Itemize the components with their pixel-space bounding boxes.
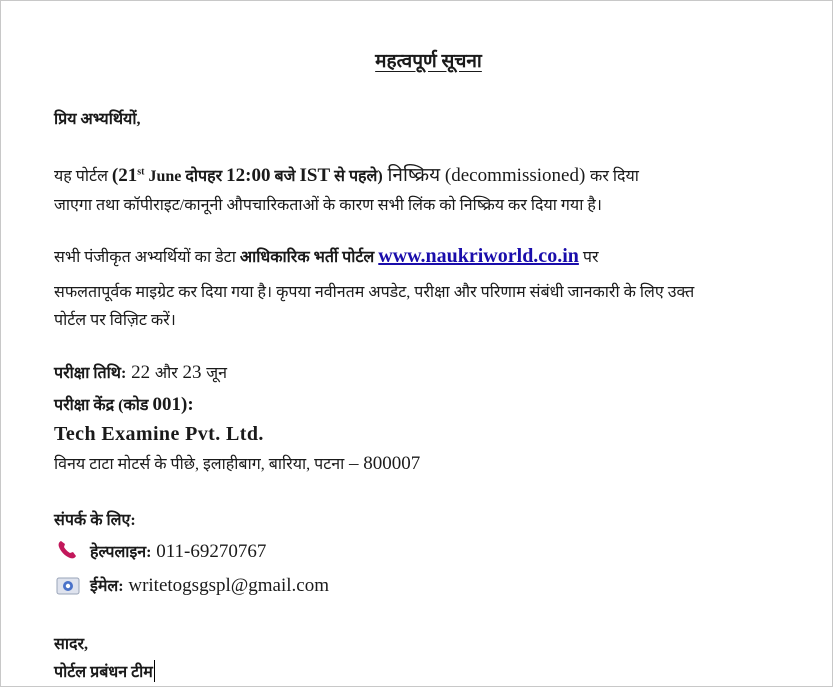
text-cursor: [154, 660, 155, 682]
para1-decom: निष्क्रिय (decommissioned): [382, 165, 591, 186]
helpline-number: 011-69270767: [151, 541, 267, 562]
para1-line1: [54, 161, 639, 187]
pin-code: – 800007: [344, 453, 421, 474]
closing-salutation: सादर,: [54, 636, 89, 653]
para1-line2: जाएगा तथा कॉपीराइट/कानूनी औपचारिकताओं के कारण सभी लिंक को निष्क्रिय कर दिया गया है।: [54, 197, 602, 214]
exam-date-label: परीक्षा तिथि:: [54, 365, 127, 382]
para2-suffix: पर: [578, 249, 599, 266]
greeting: प्रिय अभ्यर्थियों,: [54, 111, 141, 128]
address-text: विनय टाटा मोटर्स के पीछे, इलाहीबाग, बारिया, पटना: [54, 456, 345, 473]
para1-suffix: कर दिया: [590, 168, 639, 185]
para1-prefix: यह पोर्टल: [54, 168, 112, 185]
helpline-label: हेल्पलाइन:: [90, 544, 152, 561]
helpline: [90, 540, 266, 563]
para1-bold: (21st June दोपहर 12:00 बजे IST से पहले): [111, 165, 383, 186]
para2-line1: [54, 245, 599, 268]
portal-link[interactable]: www.naukriworld.co.in: [378, 245, 579, 267]
exam-address: [54, 452, 420, 475]
notice-title: महत्वपूर्ण सूचना: [375, 51, 482, 72]
sign-text: पोर्टल प्रबंधन टीम: [54, 664, 153, 681]
para2-bold: आधिकारिक भर्ती पोर्टल: [239, 249, 379, 266]
email-icon: [56, 575, 80, 597]
para2-line3: पोर्टल पर विज़िट करें।: [54, 312, 176, 329]
company-name: Tech Examine Pvt. Ltd.: [54, 423, 264, 445]
exam-center: परीक्षा केंद्र (कोड 001):: [54, 394, 194, 415]
email-address: writetogsgspl@gmail.com: [123, 575, 329, 596]
phone-icon: [56, 539, 80, 561]
para2-line2: सफलतापूर्वक माइग्रेट कर दिया गया है। कृपया नवीनतम अपडेट, परीक्षा और परिणाम संबंधी जानकारी के लिए उक्त: [54, 284, 695, 301]
para2-prefix: सभी पंजीकृत अभ्यर्थियों का डेटा: [54, 249, 240, 266]
email: [90, 574, 329, 597]
exam-date: परीक्षा तिथि: 22 और 23 जून: [54, 362, 228, 383]
contact-heading: संपर्क के लिए:: [54, 512, 136, 529]
closing-sign: [54, 660, 155, 682]
email-label: ईमेल:: [90, 578, 124, 595]
